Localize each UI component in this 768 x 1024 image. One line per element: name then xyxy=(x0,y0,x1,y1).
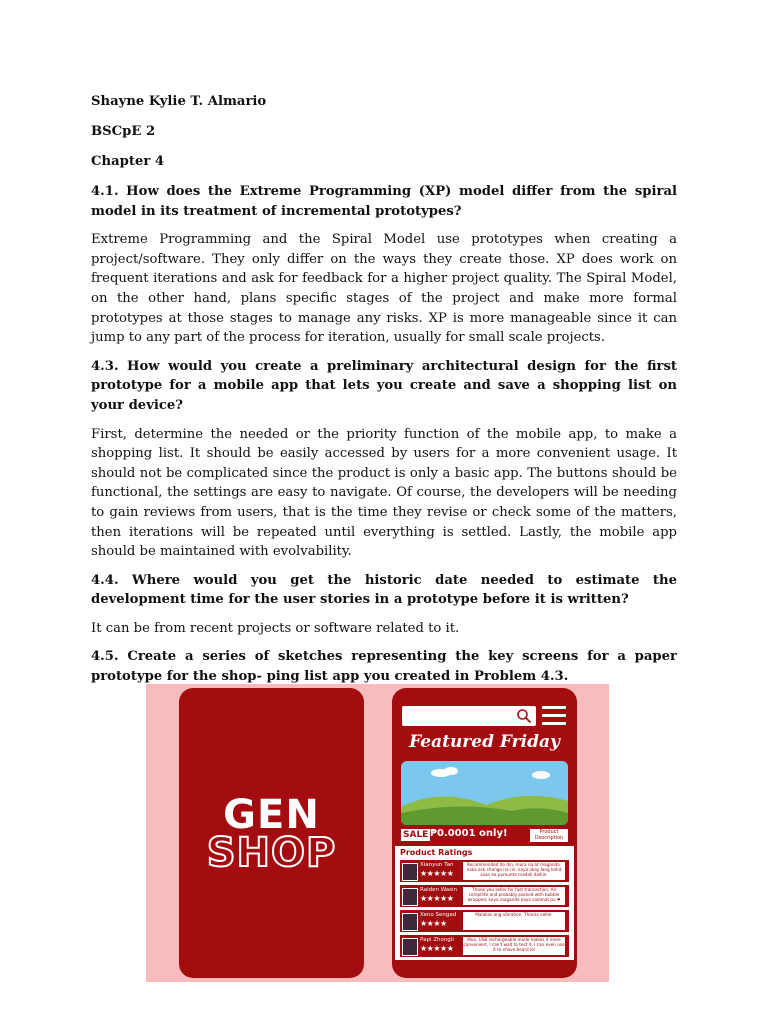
landscape-image xyxy=(401,761,568,825)
reviewer-name: Xianyun Tan xyxy=(420,862,454,868)
star-rating: ★★★★★ xyxy=(420,869,454,878)
review-comment: Recommended ito din, mura na at maganda. naka ask change na rin, kaya okay lang kahit saan ka pumunta madali dalhin. xyxy=(463,862,565,880)
question-4-1: 4.1. How does the Extreme Programming (XP) model differ from the spiral model in its treatment of incremental prototypes? xyxy=(91,184,677,219)
sale-badge: SALE xyxy=(403,830,429,840)
avatar xyxy=(402,863,418,881)
splash-screen-sketch xyxy=(179,688,364,978)
review-item xyxy=(400,910,569,932)
star-rating: ★★★★★ xyxy=(420,894,454,903)
paper-prototype-figure xyxy=(146,684,609,982)
question-4-3: 4.3. How would you create a preliminary architectural design for the first prototype for a mobile app that lets you create and save a shopping list on your device? xyxy=(91,358,677,413)
hamburger-menu-icon xyxy=(542,706,566,726)
genshop-logo xyxy=(179,792,364,876)
chapter-title: Chapter 4 xyxy=(91,154,165,169)
review-item xyxy=(400,860,569,882)
product-ratings-panel xyxy=(395,846,574,960)
document-page xyxy=(91,92,677,696)
avatar xyxy=(402,938,418,956)
answer-4-1: Extreme Programming and the Spiral Model use prototypes when creating a project/software. They only differ on the ways they create those. XP does work on frequent iterations and ask for feedback for a higher project quality. The Spiral Model, on the other hand, plans specific stages of the project and make more formal prototypes at those stages to manage any risks. XP is more manageable since it can jump to any part of the process for iteration, usually for small scale projects. xyxy=(91,232,677,346)
avatar xyxy=(402,888,418,906)
reviewer-name: Papi Zhongli xyxy=(420,937,454,943)
review-item xyxy=(400,935,569,957)
review-item xyxy=(400,885,569,907)
featured-title: Featured Friday xyxy=(409,732,560,752)
reviewer-name: Raiden Wasin xyxy=(420,887,458,893)
author-name: Shayne Kylie T. Almario xyxy=(91,94,267,109)
star-rating: ★★★★ xyxy=(420,919,447,928)
review-comment: Moo, USB rechargeable mode makes it more convenient, I can't wait to test it, I can even use it to shave beard lol xyxy=(463,937,565,955)
logo-line-2: SHOP xyxy=(206,830,337,876)
sale-row xyxy=(401,829,568,843)
review-comment: Thank you seller for fast transaction. All complete and probably packed with bubble wrapped, kaya maganda kayo salamat po ❤ xyxy=(463,887,565,905)
review-comment: Malakas ang vibration. Thanks seller. xyxy=(463,912,565,930)
question-4-4: 4.4. Where would you get the historic date needed to estimate the development time for the user stories in a prototype before it is written? xyxy=(91,572,677,608)
question-4-5: 4.5. Create a series of sketches representing the key screens for a paper prototype for the shop- ping list app you created in Problem 4.3. xyxy=(91,649,677,685)
star-rating: ★★★★★ xyxy=(420,944,454,953)
answer-4-3: First, determine the needed or the priority function of the mobile app, to make a shopping list. It should be easily accessed by users for a more convenient usage. It should not be complicated since the product is only a basic app. The buttons should be functional, the settings are easy to navigate. Of course, the developers will be needing to gain reviews from users, that is the time they revise or check some of the matters, then iterations will be repeated until everything is settled. Lastly, the mobile app should be maintained with evolvability. xyxy=(91,426,677,560)
ratings-title: Product Ratings xyxy=(400,848,473,857)
search-bar xyxy=(402,706,536,726)
home-screen-sketch xyxy=(392,688,577,978)
reviewer-name: Xeno Sengad xyxy=(420,912,457,918)
logo-line-1: GEN xyxy=(223,792,320,838)
search-icon xyxy=(516,708,532,724)
avatar xyxy=(402,913,418,931)
answer-4-4: It can be from recent projects or software related to it. xyxy=(91,620,460,636)
product-description-button: Product Description xyxy=(530,829,568,842)
program-label: BSCpE 2 xyxy=(91,124,156,139)
sale-price: ₱0.0001 only! xyxy=(430,828,508,839)
